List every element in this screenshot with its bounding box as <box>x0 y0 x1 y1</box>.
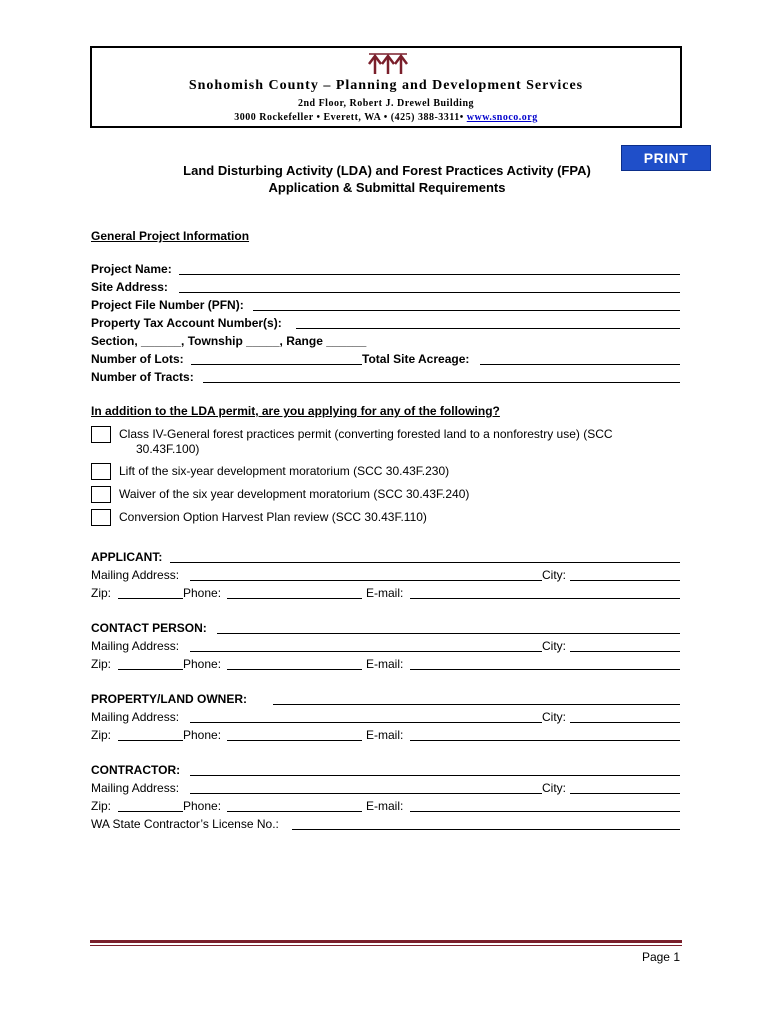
contractor-label: CONTRACTOR: <box>91 763 181 777</box>
owner-email-label: E-mail: <box>366 728 404 742</box>
project-name-label: Project Name: <box>91 262 172 276</box>
contractor-mailing-field[interactable] <box>190 793 542 794</box>
footer-rule-thick <box>90 940 682 943</box>
contact-city-field[interactable] <box>570 651 680 652</box>
owner-phone-field[interactable] <box>227 740 362 741</box>
option-class-iv-permit-cont: 30.43F.100) <box>136 442 200 456</box>
owner-mailing-label: Mailing Address: <box>91 710 180 724</box>
contractor-email-label: E-mail: <box>366 799 404 813</box>
number-of-tracts-field[interactable] <box>203 382 680 383</box>
contact-phone-field[interactable] <box>227 669 362 670</box>
contractor-zip-label: Zip: <box>91 799 112 813</box>
owner-city-field[interactable] <box>570 722 680 723</box>
site-address-field[interactable] <box>179 292 680 293</box>
pfn-label: Project File Number (PFN): <box>91 298 244 312</box>
applicant-field[interactable] <box>170 562 680 563</box>
org-contact: 3000 Rockefeller • Everett, WA • (425) 388-3311• <box>234 112 464 123</box>
contact-zip-field[interactable] <box>118 669 183 670</box>
applicant-zip-field[interactable] <box>118 598 183 599</box>
website-link[interactable]: www.snoco.org <box>466 112 538 123</box>
applicant-mailing-label: Mailing Address: <box>91 568 180 582</box>
tax-account-field[interactable] <box>296 328 680 329</box>
print-button[interactable]: PRINT <box>621 145 711 171</box>
footer-rule-thin <box>90 945 682 946</box>
applicant-zip-label: Zip: <box>91 586 112 600</box>
option-harvest-plan: Conversion Option Harvest Plan review (SCC 30.43F.110) <box>119 510 427 524</box>
org-address-line2 <box>92 112 680 123</box>
applicant-city-label: City: <box>542 568 566 582</box>
owner-city-label: City: <box>542 710 566 724</box>
org-address-line1: 2nd Floor, Robert J. Drewel Building <box>297 98 475 109</box>
total-site-acreage-label: Total Site Acreage: <box>362 352 470 366</box>
contractor-license-label: WA State Contractor’s License No.: <box>91 817 279 831</box>
number-of-lots-label: Number of Lots: <box>91 352 184 366</box>
owner-phone-label: Phone: <box>183 728 222 742</box>
applicant-mailing-field[interactable] <box>190 580 542 581</box>
option-waiver-moratorium: Waiver of the six year development moratorium (SCC 30.43F.240) <box>119 487 470 501</box>
site-address-label: Site Address: <box>91 280 168 294</box>
contractor-phone-label: Phone: <box>183 799 222 813</box>
document-title: Land Disturbing Activity (LDA) and Forest Practices Activity (FPA) <box>183 163 591 178</box>
owner-email-field[interactable] <box>410 740 680 741</box>
checkbox-class-iv-permit[interactable] <box>91 426 111 443</box>
contractor-city-label: City: <box>542 781 566 795</box>
contact-person-field[interactable] <box>217 633 680 634</box>
checkbox-waiver-moratorium[interactable] <box>91 486 111 503</box>
owner-mailing-field[interactable] <box>190 722 542 723</box>
total-site-acreage-field[interactable] <box>480 364 680 365</box>
general-info-heading: General Project Information <box>91 229 250 243</box>
contractor-phone-field[interactable] <box>227 811 362 812</box>
owner-zip-field[interactable] <box>118 740 183 741</box>
pfn-field[interactable] <box>253 310 680 311</box>
owner-zip-label: Zip: <box>91 728 112 742</box>
contact-zip-label: Zip: <box>91 657 112 671</box>
contact-email-field[interactable] <box>410 669 680 670</box>
contractor-license-field[interactable] <box>292 829 680 830</box>
contact-phone-label: Phone: <box>183 657 222 671</box>
contractor-zip-field[interactable] <box>118 811 183 812</box>
document-subtitle: Application & Submittal Requirements <box>268 180 506 195</box>
contact-email-label: E-mail: <box>366 657 404 671</box>
applicant-email-label: E-mail: <box>366 586 404 600</box>
section-township-range[interactable]: Section, ______, Township _____, Range ______ <box>91 334 367 348</box>
org-title: Snohomish County – Planning and Development Services <box>188 78 584 93</box>
contractor-city-field[interactable] <box>570 793 680 794</box>
contractor-field[interactable] <box>190 775 680 776</box>
applicant-phone-label: Phone: <box>183 586 222 600</box>
contact-city-label: City: <box>542 639 566 653</box>
checkbox-harvest-plan[interactable] <box>91 509 111 526</box>
county-logo-icon <box>367 50 409 76</box>
property-owner-label: PROPERTY/LAND OWNER: <box>91 692 247 706</box>
contact-mailing-field[interactable] <box>190 651 542 652</box>
contractor-email-field[interactable] <box>410 811 680 812</box>
applicant-phone-field[interactable] <box>227 598 362 599</box>
option-lift-moratorium: Lift of the six-year development moratorium (SCC 30.43F.230) <box>119 464 450 478</box>
page-number: Page 1 <box>641 950 680 964</box>
contractor-mailing-label: Mailing Address: <box>91 781 180 795</box>
applicant-email-field[interactable] <box>410 598 680 599</box>
additional-permits-question: In addition to the LDA permit, are you applying for any of the following? <box>91 404 500 418</box>
contact-person-label: CONTACT PERSON: <box>91 621 207 635</box>
property-owner-field[interactable] <box>273 704 680 705</box>
letterhead <box>90 46 682 128</box>
number-of-lots-field[interactable] <box>191 364 362 365</box>
project-name-field[interactable] <box>179 274 680 275</box>
applicant-label: APPLICANT: <box>91 550 163 564</box>
number-of-tracts-label: Number of Tracts: <box>91 370 194 384</box>
applicant-city-field[interactable] <box>570 580 680 581</box>
contact-mailing-label: Mailing Address: <box>91 639 180 653</box>
tax-account-label: Property Tax Account Number(s): <box>91 316 282 330</box>
option-class-iv-permit: Class IV-General forest practices permit (converting forested land to a nonforestry use) (SCC <box>119 427 613 441</box>
checkbox-lift-moratorium[interactable] <box>91 463 111 480</box>
